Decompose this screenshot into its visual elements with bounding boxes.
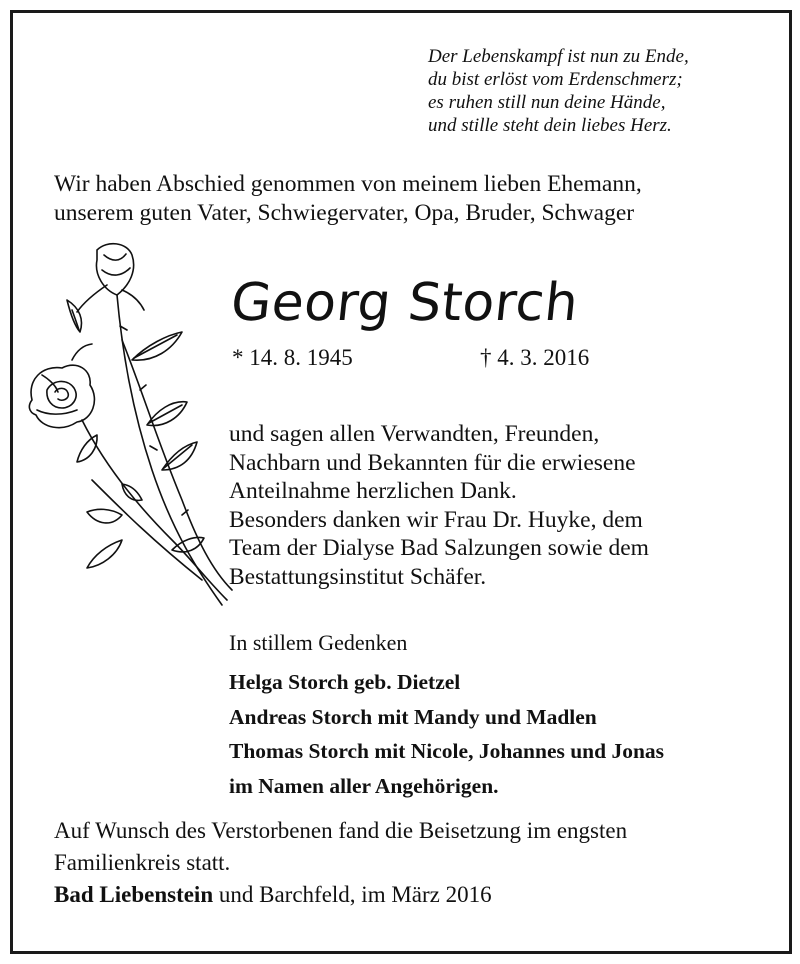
thanks-line: Anteilnahme herzlichen Dank. bbox=[229, 478, 517, 504]
closing-line: Auf Wunsch des Verstorbenen fand die Beisetzung im engsten bbox=[54, 818, 628, 843]
poem-line: Der Lebenskampf ist nun zu Ende, bbox=[428, 46, 689, 67]
memorial-poem bbox=[428, 45, 689, 137]
memory-heading: In stillem Gedenken bbox=[229, 630, 408, 655]
thanks-text bbox=[229, 420, 649, 591]
thanks-line: und sagen allen Verwandten, Freunden, bbox=[229, 421, 600, 447]
family-member: Helga Storch geb. Dietzel bbox=[229, 670, 461, 694]
place-rest: und Barchfeld, im März 2016 bbox=[213, 882, 492, 907]
poem-line: und stille steht dein liebes Herz. bbox=[428, 115, 672, 136]
family-member: Andreas Storch mit Mandy und Madlen bbox=[229, 704, 597, 729]
rose-illustration-icon bbox=[22, 240, 242, 620]
death-date: † 4. 3. 2016 bbox=[480, 345, 590, 370]
poem-line: es ruhen still nun deine Hände, bbox=[428, 92, 666, 113]
thanks-line: Besonders danken wir Frau Dr. Huyke, dem bbox=[229, 506, 643, 533]
family-member: im Namen aller Angehörigen. bbox=[229, 773, 499, 798]
closing-line: Familienkreis statt. bbox=[54, 850, 231, 875]
family-member: Thomas Storch mit Nicole, Johannes und Jonas bbox=[229, 739, 665, 763]
family-list bbox=[229, 665, 664, 803]
closing-text bbox=[54, 815, 627, 911]
intro-text bbox=[54, 170, 642, 228]
poem-line: du bist erlöst vom Erdenschmerz; bbox=[428, 69, 683, 90]
thanks-line: Bestattungsinstitut Schäfer. bbox=[229, 563, 487, 590]
thanks-line: Nachbarn und Bekannten für die erwiesene bbox=[229, 449, 636, 476]
thanks-line: Team der Dialyse Bad Salzungen sowie dem bbox=[229, 535, 649, 561]
place-bold: Bad Liebenstein bbox=[54, 882, 214, 907]
deceased-name: Georg Storch bbox=[228, 273, 582, 333]
intro-line: unserem guten Vater, Schwiegervater, Opa, Bruder, Schwager bbox=[54, 200, 635, 226]
birth-date: * 14. 8. 1945 bbox=[232, 345, 353, 370]
intro-line: Wir haben Abschied genommen von meinem lieben Ehemann, bbox=[54, 171, 642, 197]
place-date-line bbox=[54, 879, 627, 911]
